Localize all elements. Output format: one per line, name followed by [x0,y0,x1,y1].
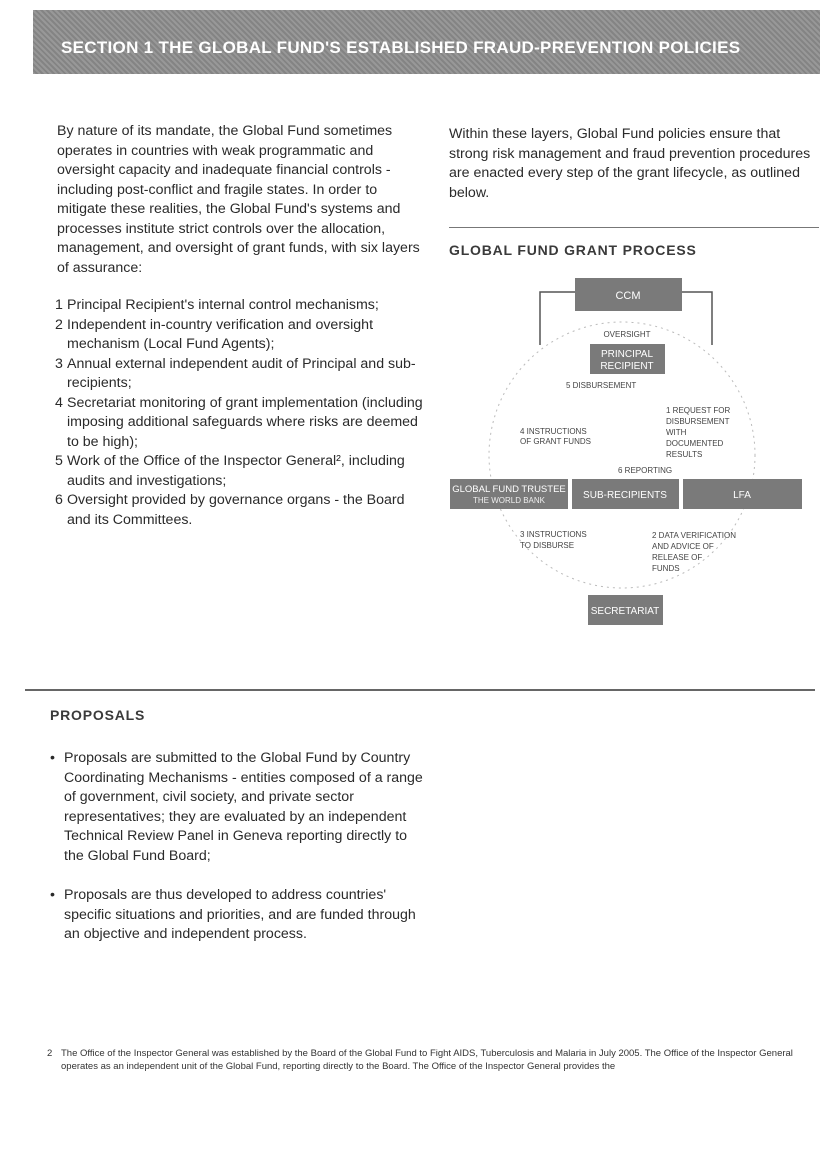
proposals-heading: PROPOSALS [50,707,146,723]
request-label: RESULTS [666,450,703,459]
footnote [47,1047,817,1073]
list-number: 4 [55,394,63,411]
list-item [55,355,430,394]
bullet: • [50,887,55,903]
footnote-number: 2 [47,1048,53,1059]
list-text: Proposals are thus developed to address countries' specific situations and priorities, and are funded through an objective and independent process. [64,887,416,942]
data-verification-label: 2 DATA VERIFICATION [652,531,737,540]
list-number: 3 [55,355,63,372]
disbursement-label: 5 DISBURSEMENT [566,381,637,390]
pr-label-line2: RECIPIENT [600,361,654,372]
list-number: 2 [55,316,63,333]
list-number: 6 [55,492,63,508]
list-text: Annual external independent audit of Principal and sub-recipients; [67,355,416,391]
instructions-grant-label: 4 INSTRUCTIONS [520,427,587,436]
secretariat-label: SECRETARIAT [590,606,660,617]
lfa-label: LFA [733,490,751,501]
list-text: Secretariat monitoring of grant implementation (including imposing additional safeguards where risks are deemed to be high); [67,394,423,450]
list-item [55,296,430,316]
list-number: 5 [55,453,63,469]
section-banner [33,10,820,74]
request-label: DISBURSEMENT [666,417,730,426]
trustee-label-line2: THE WORLD BANK [472,496,546,505]
right-intro-paragraph: Within these layers, Global Fund policies ensure that strong risk management and fraud prevention procedures are enacted every step of the grant lifecycle, as outlined below. [449,126,811,201]
list-text: Work of the Office of the Inspector General², including audits and investigations; [67,453,405,489]
request-label: 1 REQUEST FOR [666,406,731,415]
intro-paragraph: By nature of its mandate, the Global Fund sometimes operates in countries with weak programmatic and oversight capacity and inadequate financial controls - including post-conflict and fragile states. In order to mitigate these realities, the Global Fund's systems and processes institute strict controls over the allocation, management, and oversight of grant funds, with six layers of assurance: [57,123,420,276]
assurance-layers-list [55,296,430,530]
list-item [55,316,430,355]
oversight-label: OVERSIGHT [603,330,651,339]
list-number: 1 [55,297,63,313]
list-text: Independent in-country verification and oversight mechanism (Local Fund Agents); [67,316,374,352]
bullet: • [50,750,55,766]
list-item [50,749,425,866]
left-column [55,122,425,528]
list-item [55,394,430,453]
data-verification-label: FUNDS [652,564,680,573]
section-divider [25,689,815,691]
diagram-title: GLOBAL FUND GRANT PROCESS [449,242,697,258]
instructions-grant-label: OF GRANT FUNDS [520,437,591,446]
request-label: DOCUMENTED [666,439,724,448]
trustee-label-line1: GLOBAL FUND TRUSTEE [452,484,566,495]
list-text: Proposals are submitted to the Global Fund by Country Coordinating Mechanisms - entities composed of a range of government, civil society, and private sector representatives; they are evaluated by an independent Technical Review Panel in Geneva reporting directly to the Global Fund Board; [64,750,423,864]
data-verification-label: RELEASE OF [652,553,703,562]
list-item [50,886,425,945]
divider [449,227,819,228]
proposals-section [50,749,425,965]
proposals-list [50,749,425,945]
list-item [55,452,430,491]
list-text: Principal Recipient's internal control mechanisms; [67,297,379,313]
list-text: Oversight provided by governance organs - the Board and its Committees. [67,492,405,528]
footnote-text: The Office of the Inspector General was established by the Board of the Global Fund to Fight AIDS, Tuberculosis and Malaria in July 2005. The Office of the Inspector General operates as an independent unit of the Global Fund, reporting directly to the Board. The Office of the Inspector General provides the [61,1048,793,1072]
list-item [55,491,430,530]
right-column [449,125,821,203]
instructions-disburse-label: TO DISBURSE [520,541,575,550]
section-title: SECTION 1 THE GLOBAL FUND'S ESTABLISHED FRAUD-PREVENTION POLICIES [61,38,741,57]
ccm-label: CCM [615,290,641,302]
reporting-label: 6 REPORTING [618,466,673,475]
pr-label-line1: PRINCIPAL [600,349,654,360]
request-label: WITH [666,428,687,437]
instructions-disburse-label: 3 INSTRUCTIONS [520,530,587,539]
sub-recipients-label: SUB-RECIPIENTS [583,490,667,501]
grant-process-diagram [440,270,825,635]
data-verification-label: AND ADVICE OF [652,542,714,551]
